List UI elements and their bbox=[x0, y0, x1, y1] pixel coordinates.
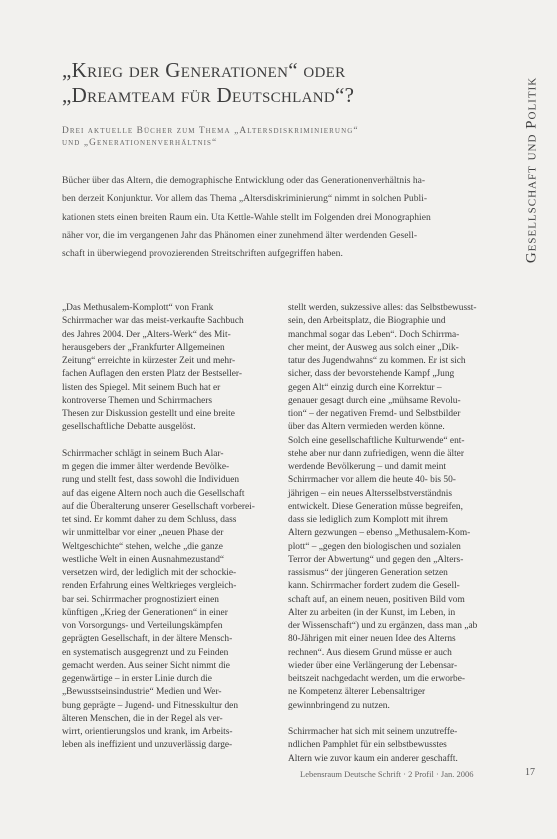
body-line: Schirrmacher schlägt in seinem Buch Alar- bbox=[62, 448, 224, 459]
body-line: herausgebers der „Frankfurter Allgemeinen bbox=[62, 342, 225, 353]
body-line: tion“ – der negativen Fremd- und Selbstbilder bbox=[288, 409, 461, 419]
body-line: wir unmittelbar vor einer „neuen Phase der bbox=[62, 528, 224, 539]
subtitle-line: Drei aktuelle Bücher zum Thema „Altersdiskriminierung“ bbox=[62, 126, 359, 136]
body-line: leben als ineffizient und unzuverlässig darge- bbox=[62, 740, 233, 751]
body-line: Solch eine gesellschaftliche Kulturwende“ ent- bbox=[288, 435, 465, 446]
body-line: auf die Überalterung unserer Gesellschaft vorberei- bbox=[62, 501, 255, 512]
body-line: bung geprägte – Jugend- und Fitnesskultur den bbox=[62, 700, 239, 711]
body-line: Terror der Abwertung“ und gegen den „Alters- bbox=[288, 554, 464, 565]
body-line: der Wissenschaft“) und zu ergänzen, dass man „ab bbox=[288, 621, 478, 631]
body-line: stehe aber nur dann zufriedigen, wenn die älter bbox=[288, 448, 464, 459]
body-line: sein, den Arbeitsplatz, die Biographie und bbox=[288, 316, 446, 327]
footer-journal: Lebensraum Deutsche Schrift · 2 Profil · Jan. 2006 bbox=[300, 769, 474, 779]
body-line: gegenwärtige – in erster Linie durch die bbox=[62, 674, 212, 684]
body-line: entwickelt. Diese Generation müsse begreifen, bbox=[288, 501, 463, 512]
body-line: gewinnbringend zu nutzen. bbox=[288, 700, 390, 711]
intro-line: kationen stets einen breiten Raum ein. Uta Kettle-Wahle stellt im Folgenden drei Monographien bbox=[62, 211, 431, 223]
body-line: älteren Menschen, die in der Regel als ver- bbox=[62, 713, 223, 724]
intro-line: schaft in überwiegend provozierenden Streitschriften aufgegriffen haben. bbox=[62, 248, 343, 260]
body-line: Zeitung“ erreichte in kürzester Zeit und mehr- bbox=[62, 356, 236, 366]
body-line: schaft auf, an einem neuen, positiven Bild vom bbox=[288, 594, 465, 605]
body-line: Altern gezwungen – ebenso „Methusalem-Kom- bbox=[288, 528, 471, 539]
body-line: kann. Schirrmacher fordert zudem die Gesell- bbox=[288, 581, 460, 592]
body-line: gesellschaftliche Debatte ausgelöst. bbox=[62, 422, 196, 433]
body-line: Altern wie zuvor kaum ein anderer geschafft. bbox=[288, 753, 458, 764]
section-sidebar bbox=[522, 40, 542, 300]
page-number: 17 bbox=[525, 767, 535, 778]
intro-line: näher vor, die im vergangenen Jahr das Phänomen einer zunehmend älter werdenden Gesell- bbox=[62, 229, 418, 241]
body-line: geprägten Gesellschaft, in der ältere Mensch- bbox=[62, 634, 233, 645]
body-line: über das Altern vermieden werden könne. bbox=[288, 422, 445, 433]
body-line: renden Erfahrung eines Weltkrieges vergleich- bbox=[62, 581, 237, 592]
intro-line: ben derzeit Konjunktur. Vor allem das Thema „Altersdiskriminierung“ nimmt in solchen Publi- bbox=[62, 193, 428, 205]
body-line: gegen Alt“ einzig durch eine Korrektur – bbox=[288, 382, 442, 393]
body-line: tatur des Jugendwahns“ zu kommen. Er ist sich bbox=[288, 356, 466, 366]
body-line: 80-Jährigen mit einer neuen Idee des Alterns bbox=[288, 634, 456, 645]
body-line: künftigen „Krieg der Generationen“ in einer bbox=[62, 607, 228, 618]
body-line: jährigen – ein neues Altersselbstverständnis bbox=[288, 488, 453, 499]
body-line: wieder über eine Verlängerung der Lebensar- bbox=[288, 660, 458, 671]
body-line: gemacht werden. Aus seiner Sicht nimmt die bbox=[62, 660, 230, 671]
body-line: rung und stellt fest, dass sowohl die Individuen bbox=[62, 475, 240, 486]
body-line: fachen Auflagen den ersten Platz der Bestseller- bbox=[62, 369, 242, 380]
body-line: dass sie lediglich zum Komplott mit ihrem bbox=[288, 515, 448, 525]
body-line: ndlichen Pamphlet für ein selbstbewusstes bbox=[288, 740, 447, 751]
body-line: Weltgeschichte“ stehen, welche „die ganze bbox=[62, 541, 223, 552]
body-line: werdende Bevölkerung – und damit meint bbox=[288, 462, 447, 472]
body-line: sicher, dass der bevorstehende Kampf „Jung bbox=[288, 369, 455, 380]
title-line: „Krieg der Generationen“ oder bbox=[62, 58, 346, 82]
body-line: rechnen“. Aus diesem Grund müsse er auch bbox=[288, 647, 452, 658]
article-subtitle bbox=[62, 125, 482, 149]
body-line: cher meint, der Ausweg aus solch einer „Dik- bbox=[288, 342, 459, 353]
body-line: en systematisch ausgegrenzt und zu Feinden bbox=[62, 647, 229, 658]
intro-line: Bücher über das Altern, die demographische Entwicklung oder das Generationenverhältnis ha- bbox=[62, 175, 426, 186]
body-line: „Das Methusalem-Komplott“ von Frank bbox=[62, 303, 214, 313]
section-label: Gesellschaft und Politik bbox=[523, 76, 540, 264]
body-line: stellt werden, sukzessive alles: das Selbstbewusst- bbox=[288, 303, 477, 313]
body-line: Alter zu arbeiten (in der Kunst, im Leben, in bbox=[288, 607, 456, 618]
paragraph-gap bbox=[62, 435, 274, 448]
body-line: versetzen wird, der lediglich mit der schockie- bbox=[62, 568, 237, 578]
body-line: plott“ – „gegen den biologischen und sozialen bbox=[288, 541, 461, 552]
body-line: listen des Spiegel. Mit seinem Buch hat er bbox=[62, 382, 221, 393]
body-line: „Bewusstseinsindustrie“ Medien und Wer- bbox=[62, 687, 222, 698]
body-line: beitszeit nachgedacht werden, um die erworbe- bbox=[288, 674, 466, 684]
body-line: kontroverse Themen und Schirrmachers bbox=[62, 395, 213, 406]
body-line: Schirrmacher vor allem die heute 40- bis 50- bbox=[288, 475, 456, 486]
body-line: rassismus“ der jüngeren Generation setzen bbox=[288, 568, 448, 578]
body-column-left bbox=[62, 302, 274, 753]
body-line: genauer gesagt durch eine „mühsame Revolu- bbox=[288, 395, 461, 406]
body-line: manchmal sogar das Leben“. Doch Schirrma- bbox=[288, 329, 460, 340]
article-title bbox=[62, 58, 482, 108]
body-line: des Jahres 2004. Der „Alters-Werk“ des Mit- bbox=[62, 329, 231, 340]
body-line: Thesen zur Diskussion gestellt und eine breite bbox=[62, 409, 235, 419]
body-line: von Vorsorgungs- und Verteilungskämpfen bbox=[62, 621, 223, 631]
paragraph-gap bbox=[288, 713, 500, 726]
body-line: Schirrmacher war das meist-verkaufte Sachbuch bbox=[62, 316, 244, 327]
intro-paragraph bbox=[62, 172, 498, 263]
body-column-right bbox=[288, 302, 500, 766]
body-line: auf das eigene Altern noch auch die Gesellschaft bbox=[62, 488, 245, 499]
body-line: ne Kompetenz älterer Lebensaltriger bbox=[288, 687, 426, 698]
body-line: Schirrmacher hat sich mit seinem unzutreffe- bbox=[288, 727, 458, 737]
body-line: wirrt, orientierungslos und krank, im Arbeits- bbox=[62, 727, 233, 737]
body-line: tet sind. Er kommt daher zu dem Schluss, dass bbox=[62, 515, 237, 525]
body-line: bar sei. Schirrmacher prognostiziert einen bbox=[62, 594, 219, 605]
body-line: m gegen die immer älter werdende Bevölke- bbox=[62, 462, 230, 472]
body-line: westliche Welt in einen Ausnahmezustand“ bbox=[62, 554, 225, 565]
title-line: „Dreamteam für Deutschland“? bbox=[62, 83, 355, 107]
subtitle-line: und „Generationenverhältnis“ bbox=[62, 138, 218, 148]
